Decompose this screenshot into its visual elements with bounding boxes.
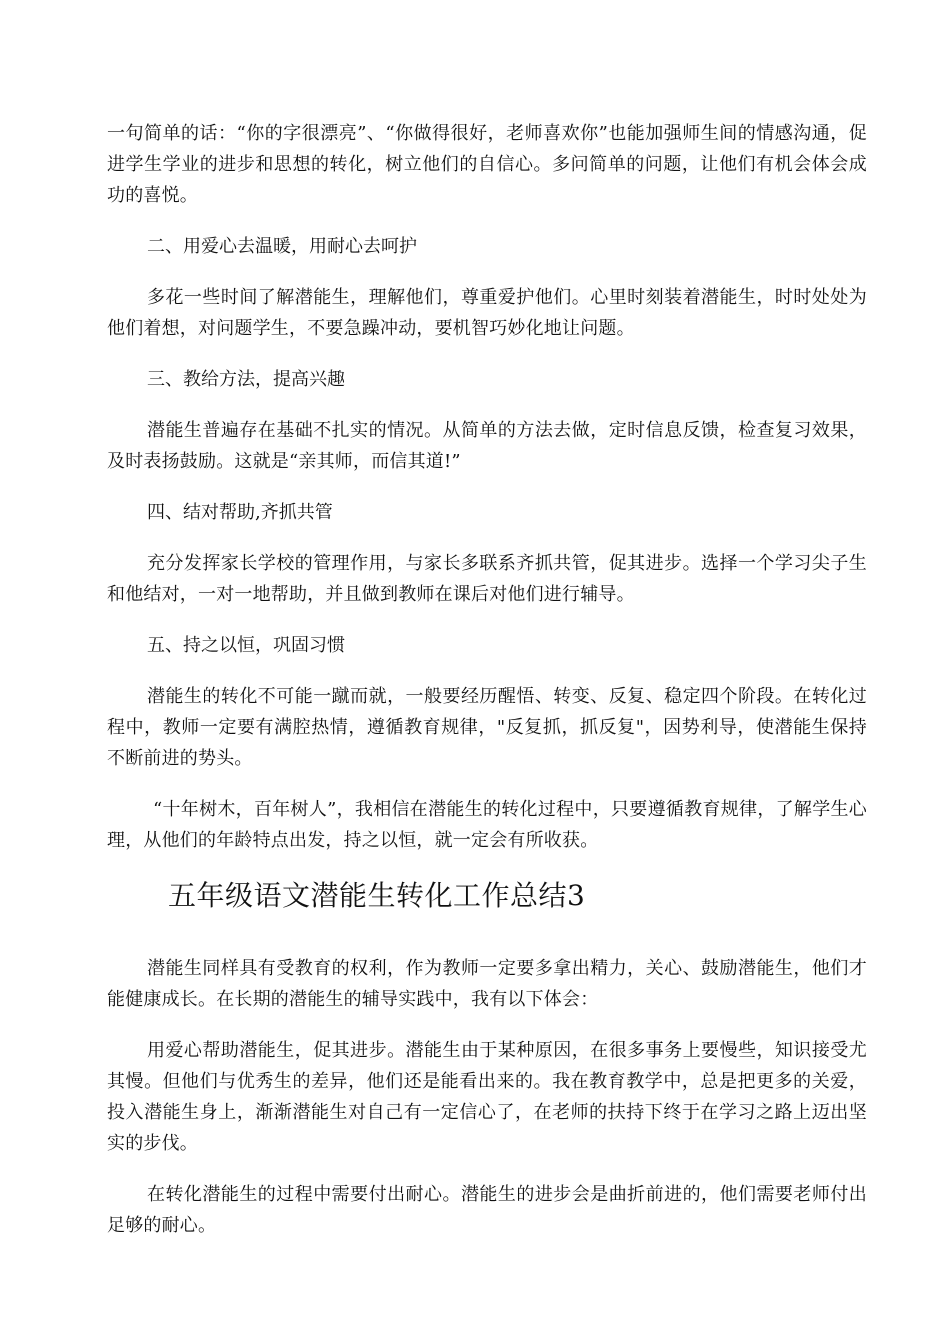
paragraph-need-patience: 在转化潜能生的过程中需要付出耐心。潜能生的进步会是曲折前进的，他们需要老师付出足够的耐心。 [107,1184,867,1236]
paragraph-conclusion-quote: “十年树木，百年树人”，我相信在潜能生的转化过程中，只要遵循教育规律，了解学生心理，从他们的年龄特点出发，持之以恒，就一定会有所收获。 [107,799,867,851]
paragraph-help-with-love: 用爱心帮助潜能生，促其进步。潜能生由于某种原因，在很多事务上要慢些，知识接受尤其慢。但他们与优秀生的差异，他们还是能看出来的。我在教育教学中，总是把更多的关爱，投入潜能生身上，渐渐潜能生对自己有一定信心了，在老师的扶持下终于在学习之路上迈出坚实的步伐。 [107,1040,867,1154]
paragraph-right-to-education: 潜能生同样具有受教育的权利，作为教师一定要多拿出精力，关心、鼓励潜能生，他们才能健康成长。在长期的潜能生的辅导实践中，我有以下体会： [107,958,867,1010]
section-title: 五年级语文潜能生转化工作总结3 [168,879,586,912]
paragraph-transformation-stages: 潜能生的转化不可能一蹴而就，一般要经历醒悟、转变、反复、稳定四个阶段。在转化过程中，教师一定要有满腔热情，遵循教育规律，"反复抓，抓反复"，因势利导，使潜能生保持不断前进的势头。 [107,686,867,769]
paragraph-understand-students: 多花一些时间了解潜能生，理解他们，尊重爱护他们。心里时刻装着潜能生，时时处处为他们着想，对问题学生，不要急躁冲动，要机智巧妙化地让问题。 [107,287,867,339]
section-heading-persistence: 五、持之以恒，巩固习惯 [147,635,345,656]
paragraph-basic-methods: 潜能生普遍存在基础不扎实的情况。从简单的方法去做，定时信息反馈，检查复习效果，及时表扬鼓励。这就是“亲其师，而信其道!” [107,420,867,472]
section-heading-pair-help: 四、结对帮助,齐抓共管 [147,502,333,523]
paragraph-encouragement: 一句简单的话：“你的字很漂亮”、“你做得很好，老师喜欢你”也能加强师生间的情感沟通，促进学生学业的进步和思想的转化，树立他们的自信心。多问简单的问题，让他们有机会体会成功的喜悦。 [107,123,867,206]
section-heading-love-patience: 二、用爱心去温暖，用耐心去呵护 [147,236,417,257]
section-heading-methods-interest: 三、教给方法，提高兴趣 [147,369,345,390]
document-body [107,118,867,1261]
paragraph-parent-school: 充分发挥家长学校的管理作用，与家长多联系齐抓共管，促其进步。选择一个学习尖子生和他结对，一对一地帮助，并且做到教师在课后对他们进行辅导。 [107,553,867,605]
